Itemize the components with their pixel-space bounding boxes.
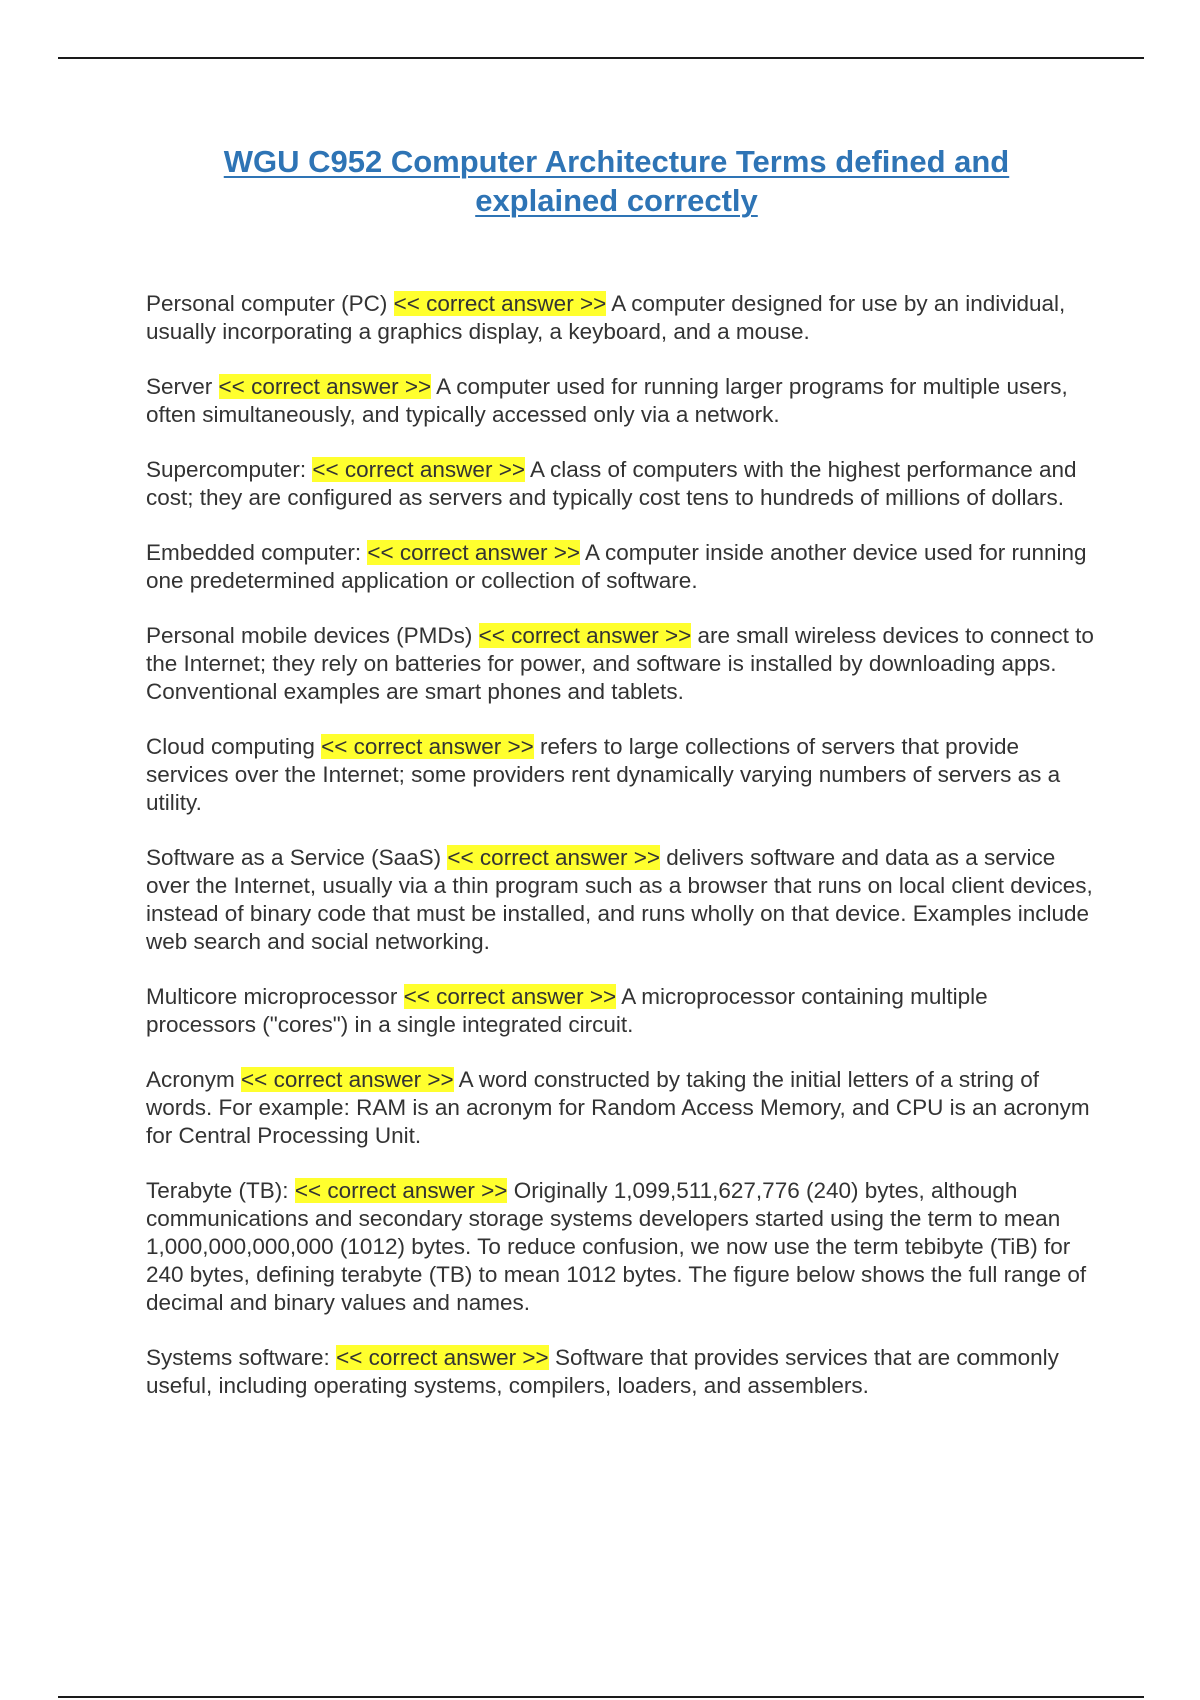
term-label: Software as a Service (SaaS) <box>146 845 442 870</box>
term-label: Cloud computing <box>146 734 315 759</box>
term-list <box>146 290 1096 1427</box>
term-entry-systems-software <box>146 1344 1096 1400</box>
term-definition: are small wireless devices to connect to the Internet; they rely on batteries for power, and software is installed by downloading apps. Conventional examples are smart phones and tablets. <box>146 623 1094 704</box>
term-entry-cloud-computing <box>146 733 1096 817</box>
answer-marker: << correct answer >> <box>403 984 617 1009</box>
term-definition: Originally 1,099,511,627,776 (240) bytes, although communications and secondary storage systems developers started using the term to mean 1,000,000,000,000 (1012) bytes. To reduce confusion, we now use the term tebibyte (TiB) for 240 bytes, defining terabyte (TB) to mean 1012 bytes. The figure below shows the full range of decimal and binary values and names. <box>146 1178 1087 1315</box>
answer-marker: << correct answer >> <box>336 1345 549 1370</box>
term-definition: A word constructed by taking the initial letters of a string of words. For example: RAM is an acronym for Random Access Memory, and CPU is an acronym for Central Processing Unit. <box>146 1067 1090 1148</box>
answer-marker: << correct answer >> <box>393 291 607 316</box>
term-definition: A computer designed for use by an individual, usually incorporating a graphics display, a keyboard, and a mouse. <box>146 291 1066 344</box>
term-label: Multicore microprocessor <box>146 984 398 1009</box>
term-label: Supercomputer: <box>146 457 307 482</box>
term-entry-terabyte <box>146 1177 1096 1317</box>
answer-marker: << correct answer >> <box>218 374 432 399</box>
term-definition: delivers software and data as a service over the Internet, usually via a thin program such as a browser that runs on local client devices, instead of binary code that must be installed, and runs wholly on that device. Examples include web search and social networking. <box>146 845 1093 954</box>
term-definition: refers to large collections of servers that provide services over the Internet; some providers rent dynamically varying numbers of servers as a utility. <box>146 734 1061 815</box>
answer-marker: << correct answer >> <box>312 457 525 482</box>
term-entry-personal-computer <box>146 290 1096 346</box>
term-entry-acronym <box>146 1066 1096 1150</box>
document-title: WGU C952 Computer Architecture Terms defined and explained correctly <box>223 144 1010 218</box>
term-entry-saas <box>146 844 1096 956</box>
term-entry-personal-mobile-devices <box>146 622 1096 706</box>
answer-marker: << correct answer >> <box>478 623 692 648</box>
term-entry-multicore-microprocessor <box>146 983 1096 1039</box>
term-entry-server <box>146 373 1096 429</box>
term-label: Personal mobile devices (PMDs) <box>146 623 473 648</box>
answer-marker: << correct answer >> <box>294 1178 508 1203</box>
answer-marker: << correct answer >> <box>321 734 534 759</box>
term-entry-supercomputer <box>146 456 1096 512</box>
footer-rule <box>58 1696 1144 1698</box>
term-label: Systems software: <box>146 1345 330 1370</box>
term-label: Server <box>146 374 213 399</box>
term-entry-embedded-computer <box>146 539 1096 595</box>
term-definition: A class of computers with the highest performance and cost; they are configured as servers and typically cost tens to hundreds of millions of dollars. <box>146 457 1077 510</box>
term-definition: A computer inside another device used for running one predetermined application or collection of software. <box>146 540 1087 593</box>
header-rule <box>58 57 1144 59</box>
answer-marker: << correct answer >> <box>447 845 661 870</box>
term-definition: A computer used for running larger programs for multiple users, often simultaneously, and typically accessed only via a network. <box>146 374 1068 427</box>
term-label: Acronym <box>146 1067 235 1092</box>
term-label: Terabyte (TB): <box>146 1178 289 1203</box>
term-label: Embedded computer: <box>146 540 362 565</box>
term-definition: Software that provides services that are commonly useful, including operating systems, compilers, loaders, and assemblers. <box>146 1345 1059 1398</box>
answer-marker: << correct answer >> <box>367 540 580 565</box>
term-label: Personal computer (PC) <box>146 291 388 316</box>
term-definition: A microprocessor containing multiple processors ("cores") in a single integrated circuit. <box>146 984 988 1037</box>
answer-marker: << correct answer >> <box>241 1067 454 1092</box>
